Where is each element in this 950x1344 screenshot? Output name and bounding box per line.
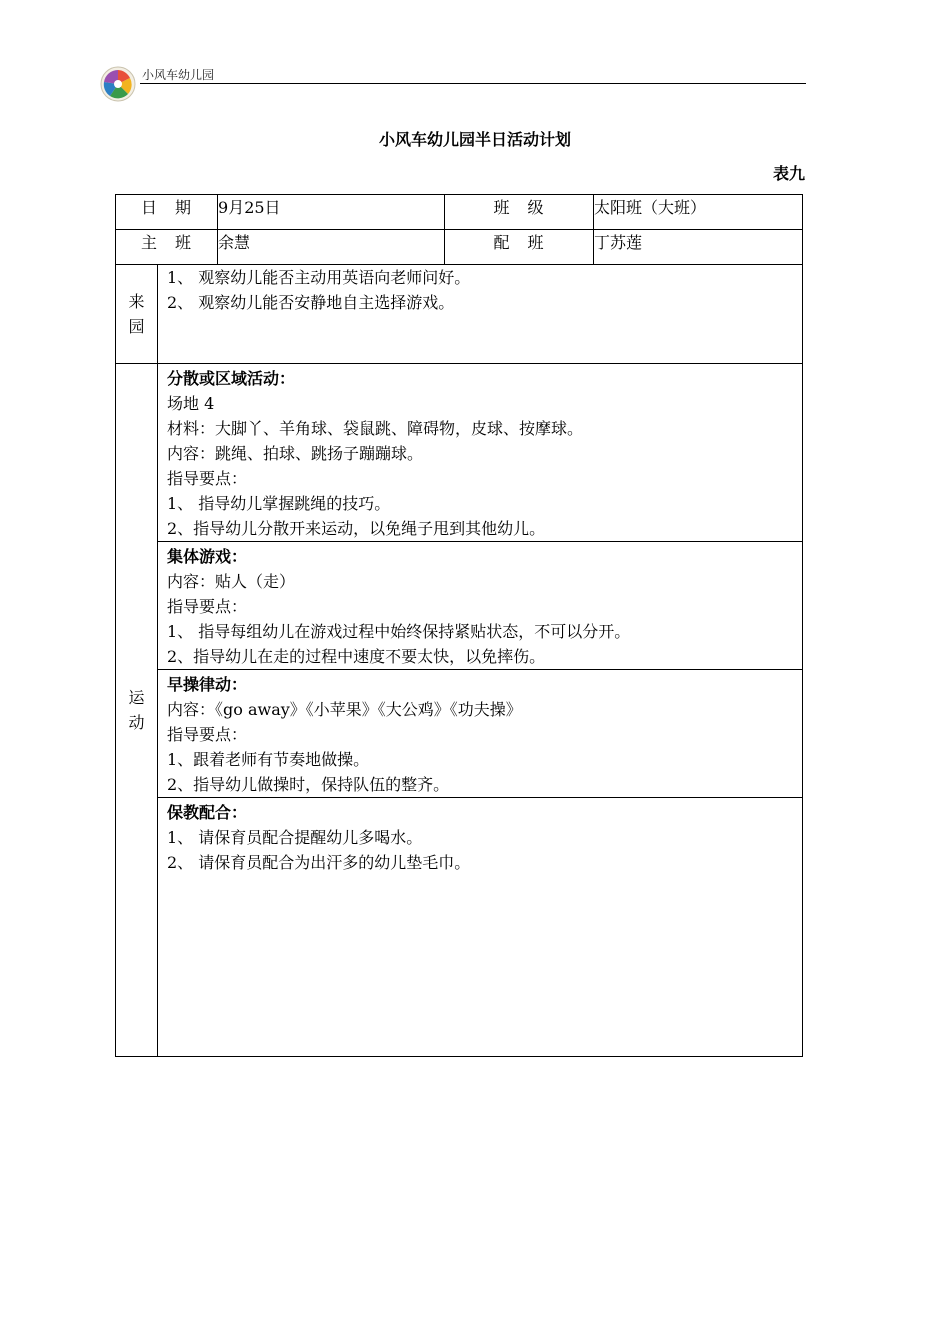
sports-label: 运 动 — [116, 364, 158, 1057]
assistant-teacher-value: 丁苏莲 — [594, 230, 803, 265]
section-line: 2、指导幼儿做操时，保持队伍的整齐。 — [167, 775, 450, 794]
sports-section-morning-exercise — [158, 670, 803, 798]
sports-row-care-coordination — [116, 798, 803, 1057]
arrival-label: 来 园 — [116, 265, 158, 364]
section-line: 指导要点： — [167, 469, 248, 488]
sports-row-distributed — [116, 364, 803, 542]
header-divider — [140, 83, 806, 84]
section-heading: 保教配合： — [167, 803, 248, 822]
section-line: 内容：《go away》《小苹果》《大公鸡》《功夫操》 — [167, 700, 522, 719]
section-line: 指导要点： — [167, 725, 248, 744]
section-line: 1、 请保育员配合提醒幼儿多喝水。 — [167, 828, 423, 847]
section-line: 2、 请保育员配合为出汗多的幼儿垫毛巾。 — [167, 853, 471, 872]
section-line: 1、 指导幼儿掌握跳绳的技巧。 — [167, 494, 391, 513]
section-line: 内容：跳绳、拍球、跳扬子蹦蹦球。 — [167, 444, 424, 463]
date-label: 日 期 — [116, 195, 218, 230]
section-heading: 分散或区域活动： — [167, 369, 296, 388]
assistant-teacher-label: 配 班 — [445, 230, 594, 265]
sports-section-distributed — [158, 364, 803, 542]
section-line: 材料：大脚丫、羊角球、袋鼠跳、障碍物，皮球、按摩球。 — [167, 419, 584, 438]
section-line: 2、指导幼儿在走的过程中速度不要太快，以免摔伤。 — [167, 647, 546, 666]
section-heading: 早操律动： — [167, 675, 248, 694]
arrival-content — [158, 265, 803, 364]
table-number: 表九 — [772, 164, 805, 183]
section-line: 2、指导幼儿分散开来运动，以免绳子甩到其他幼儿。 — [167, 519, 546, 538]
info-row-teachers — [116, 230, 803, 265]
sports-row-group-game — [116, 542, 803, 670]
document-title: 小风车幼儿园半日活动计划 — [378, 130, 571, 149]
class-label: 班 级 — [445, 195, 594, 230]
section-heading: 集体游戏： — [167, 547, 248, 566]
lead-teacher-value: 余慧 — [218, 230, 445, 265]
date-value: 9月25日 — [218, 195, 445, 230]
kindergarten-logo-icon — [100, 66, 136, 102]
section-line: 指导要点： — [167, 597, 248, 616]
info-row-date — [116, 195, 803, 230]
sports-section-group-game — [158, 542, 803, 670]
section-line: 内容：贴人（走） — [167, 572, 296, 591]
sports-row-morning-exercise — [116, 670, 803, 798]
arrival-line: 1、 观察幼儿能否主动用英语向老师问好。 — [167, 268, 471, 287]
section-line: 1、跟着老师有节奏地做操。 — [167, 750, 370, 769]
arrival-row — [116, 265, 803, 364]
activity-plan-table — [115, 194, 803, 1057]
arrival-line: 2、 观察幼儿能否安静地自主选择游戏。 — [167, 293, 455, 312]
class-value: 太阳班（大班） — [594, 195, 803, 230]
page-header — [100, 64, 806, 102]
lead-teacher-label: 主 班 — [116, 230, 218, 265]
header-org-name: 小风车幼儿园 — [142, 68, 215, 82]
section-line: 1、 指导每组幼儿在游戏过程中始终保持紧贴状态，不可以分开。 — [167, 622, 631, 641]
sports-section-care-coordination — [158, 798, 803, 1057]
section-line: 场地 4 — [167, 394, 215, 413]
